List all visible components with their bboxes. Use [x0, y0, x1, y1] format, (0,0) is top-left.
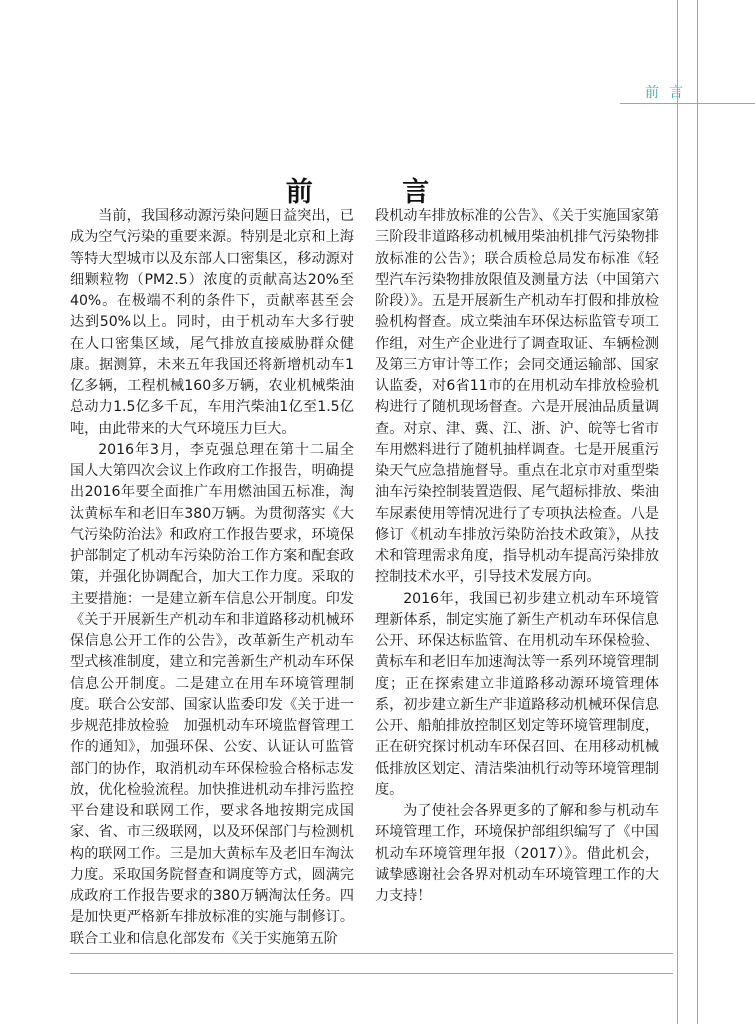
- right-column: [375, 206, 659, 907]
- left-column: [70, 206, 354, 950]
- paragraph-continuation: 段机动车排放标准的公告》、《关于实施国家第三阶段非道路移动机械用柴油机排气污染物排放标准的公告》；联合质检总局发布标准《轻型汽车污染物排放限值及测量方法（中国第六阶段）》。五是开展新生产机动车打假和排放检验机构督查。成立柴油车环保达标监管专项工作组，对生产企业进行了调查取证、车辆检测及第三方审计等工作；会同交通运输部、国家认监委，对6省11市的在用机动车排放检验机构进行了随机现场督查。六是开展油品质量调查。对京、津、冀、江、浙、沪、皖等七省市车用燃料进行了随机抽样调查。七是开展重污染天气应急措施督导。重点在北京市对重型柴油车污染控制装置造假、尾气超标排放、柴油车尿素使用等情况进行了专项执法检查。八是修订《机动车排放污染防治技术政策》，从技术和管理需求角度，指导机动车提高污染排放控制技术水平，引导技术发展方向。: [375, 208, 659, 586]
- page-title: 前 言: [285, 177, 470, 209]
- frame-line-vertical-outer: [697, 0, 698, 1024]
- paragraph: 当前，我国移动源污染问题日益突出，已成为空气污染的重要来源。特别是北京和上海等特大型城市以及东部人口密集区，移动源对细颗粒物（PM2.5）浓度的贡献高达20%至40%。在极端不利的条件下，贡献率甚至会达到50%以上。同时，由于机动车大多行驶在人口密集区域，尾气排放直接威胁群众健康。据测算，未来五年我国还将新增机动车1亿多辆，工程机械160多万辆，农业机械柴油总动力1.5亿多千瓦，车用汽柴油1亿至1.5亿吨，由此带来的大气环境压力巨大。: [70, 208, 354, 437]
- paragraph: 2016年，我国已初步建立机动车环境管理新体系，制定实施了新生产机动车环保信息公开、环保达标监管、在用机动车环保检验、黄标车和老旧车加速淘汰等一系列环境管理制度；正在探索建立非道路移动源环境管理体系，初步建立新生产非道路移动机械环保信息公开、船舶排放控制区划定等环境管理制度，正在研究探讨机动车环保召回、在用移动机械低排放区划定、清洁柴油机行动等环境管理制度。: [375, 590, 659, 798]
- frame-line-vertical-inner: [677, 0, 678, 1024]
- footer-rule-2: [70, 973, 673, 974]
- header-rule: [620, 103, 755, 104]
- paragraph: 2016年3月，李克强总理在第十二届全国人大第四次会议上作政府工作报告，明确提出2016年要全面推广车用燃油国五标准，淘汰黄标车和老旧车380万辆。为贯彻落实《大气污染防治法》和政府工作报告要求，环境保护部制定了机动车污染防治工作方案和配套政策，并强化协调配合，加大工作力度。采取的主要措施：一是建立新车信息公开制度。印发《关于开展新生产机动车和非道路移动机械环保信息公开工作的公告》，改革新生产机动车型式核准制度，建立和完善新生产机动车环保信息公开制度。二是建立在用车环境管理制度。联合公安部、国家认监委印发《关于进一步规范排放检验 加强机动车环境监督管理工作的通知》，加强环保、公安、认证认可监管部门的协作，取消机动车环保检验合格标志发放，优化检验流程。加快推进机动车排污监控平台建设和联网工作，要求各地按期完成国家、省、市三级联网，以及环保部门与检测机构的联网工作。三是加大黄标车及老旧车淘汰力度。采取国务院督查和调度等方式，圆满完成政府工作报告要求的380万辆淘汰任务。四是加快更严格新车排放标准的实施与制修订。联合工业和信息化部发布《关于实施第五阶: [70, 441, 354, 947]
- paragraph: 为了使社会各界更多的了解和参与机动车环境管理工作，环境保护部组织编写了《中国机动车环境管理年报（2017）》。借此机会，诚挚感谢社会各界对机动车环境管理工作的大力支持！: [375, 803, 659, 904]
- footer-rule-1: [70, 953, 673, 954]
- running-header: 前言: [645, 85, 693, 101]
